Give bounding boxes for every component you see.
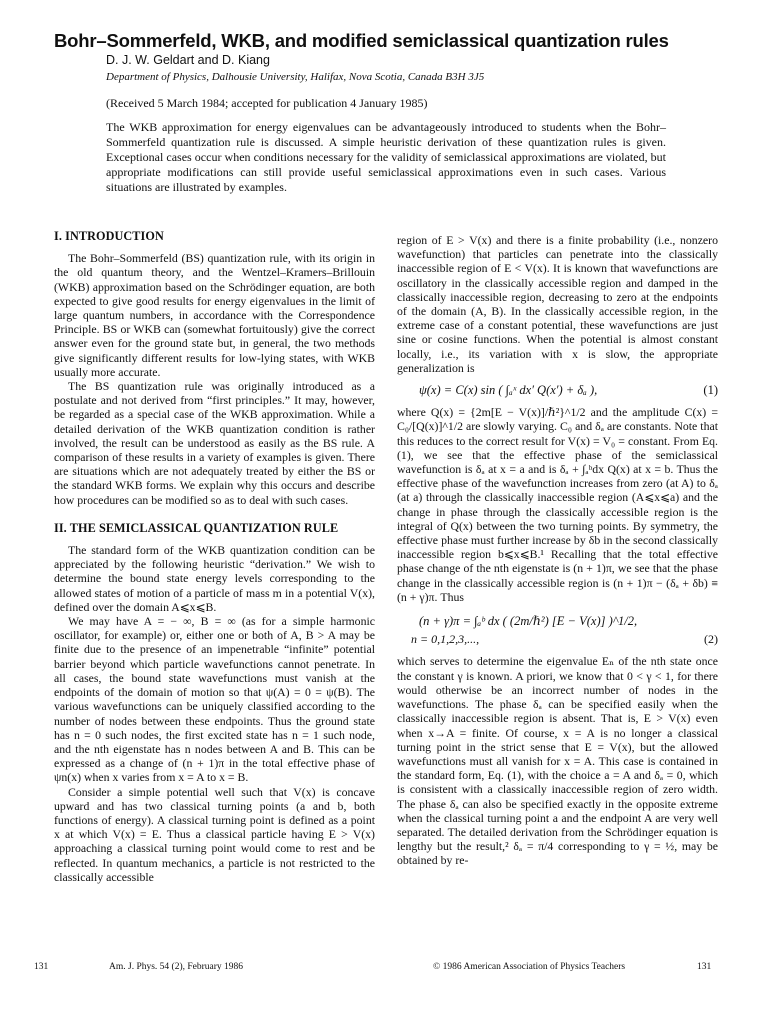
authors: D. J. W. Geldart and D. Kiang xyxy=(106,53,270,67)
paragraph: The Bohr–Sommerfeld (BS) quantization rule, with its origin in the old quantum theory, and the Wentzel–Kramers–Brillouin (WKB) approximation based on the Schrödinger equation, are both expected to give good results for energy eigenvalues in the limit of large quantum numbers, in accordance with the Correspondence Principle. BS or WKB can (somewhat fortuitously) give the correct answer even for the ground state but, in general, the two methods give significantly different results for low-lying states, with WKB usually more accurate. xyxy=(54,251,375,379)
equation-2 xyxy=(397,614,718,628)
paragraph: where Q(x) = {2m[E − V(x)]/ℏ²}^1/2 and the amplitude C(x) = C₀/[Q(x)]^1/2 are slowly varying. C₀ and δₐ are constants. Note that this reduces to the correct result for V(x) = V₀ = constant. From Eq. (1), we see that the effective phase of the semiclassical wavefunction is δₐ at x = a and is δₐ + ∫ₐᵇdx Q(x) at x = b. Thus the effective phase of the wavefunction increases from zero (at A) to δₐ (at a) through the classically inaccessible region (A⩽x⩽a) and the change in phase through the classically accessible region is the integral of Q(x) between the two turning points. By symmetry, the effective phase must further increase by δb in the second classically inaccessible region b⩽x⩽B.¹ Recalling that the total effective phase change of the nth eigenstate is (n + 1)π, we see that the phase change in the classically accessible region is (n + 1)π − (δₐ + δb) ≡ (n + γ)π. Thus xyxy=(397,405,718,604)
section-heading-introduction: I. INTRODUCTION xyxy=(54,229,164,243)
equation-2-range xyxy=(397,632,718,646)
section-heading-semiclassical: II. THE SEMICLASSICAL QUANTIZATION RULE xyxy=(54,520,339,535)
received-dates: (Received 5 March 1984; accepted for publication 4 January 1985) xyxy=(106,96,428,110)
page-number-left: 131 xyxy=(34,962,49,972)
equation-2-range-text: n = 0,1,2,3,..., xyxy=(411,632,480,647)
copyright-notice: © 1986 American Association of Physics Teachers xyxy=(433,962,626,972)
affiliation: Department of Physics, Dalhousie University, Halifax, Nova Scotia, Canada B3H 3J5 xyxy=(106,71,485,83)
paragraph: region of E > V(x) and there is a finite probability (i.e., nonzero wavefunction) that particles can penetrate into the classically inaccessible region of E < V(x). It is known that wavefunctions are oscillatory in the classically accessible region and damped in the classically inaccessible region, decreasing to zero at the endpoints of the domain (A, B). In the classically accessible region, in the extreme case of a constant potential, these wavefunctions are just sine or cosine functions. When the potential is almost constant locally, i.e., its variation with x is slow, the appropriate generalization is xyxy=(397,233,718,375)
equation-2-body: (n + γ)π = ∫ₐᵇ dx ( (2m/ℏ²) [E − V(x)] )^1/2, xyxy=(419,614,638,629)
equation-1 xyxy=(397,383,718,397)
paragraph: We may have A = − ∞, B = ∞ (as for a simple harmonic oscillator, for example) or, either one or both of A, B > A may be finite due to the presence of an impenetrable “infinite” potential barrier beyond which particle wavefunctions cannot penetrate. In all cases, the bound state wavefunctions must vanish at the endpoints of the domain of motion so that ψ(A) = 0 = ψ(B). The various wavefunctions can be uniquely classified according to the number of nodes between these endpoints. Thus the ground state has n = 0 such nodes, the first excited state has n = 1 such node, and the nth eigenstate has n nodes between A and B. This can be expressed as a change of (n + 1)π in the total effective phase of ψn(x) when x varies from x = A to x = B. xyxy=(54,614,375,785)
equation-2-number: (2) xyxy=(704,632,718,647)
abstract: The WKB approximation for energy eigenvalues can be advantageously introduced to students when the Bohr–Sommerfeld quantization rule is discussed. A simple heuristic derivation of these quantization rules is given. Exceptional cases occur when conditions necessary for the validity of semiclassical approximations are violated, but appropriate modifications can still provide useful semiclassical approximations even in such cases. Various situations are illustrated by examples. xyxy=(106,120,666,194)
paragraph: Consider a simple potential well such that V(x) is concave upward and has two classical turning points (a and b, both functions of energy). A classical turning point is defined as a point x at which V(x) = E. Thus a classical particle having E > V(x) approaching a classical turning point would come to rest and be reflected. In quantum mechanics, a particle is not restricted to the classically accessible xyxy=(54,784,375,884)
paragraph: The standard form of the WKB quantization condition can be appreciated by the following heuristic “derivation.” We wish to determine the bound state energy levels corresponding to the allowed states of motion of a particle of mass m in a potential V(x), defined over the domain A⩽x⩽B. xyxy=(54,543,375,614)
page-number-right: 131 xyxy=(697,962,712,972)
equation-1-body: ψ(x) = C(x) sin ( ∫ₐˣ dx′ Q(x′) + δₐ ), xyxy=(419,383,598,398)
left-column xyxy=(54,229,375,884)
page-footer xyxy=(0,962,768,978)
equation-1-number: (1) xyxy=(703,383,718,398)
paragraph: which serves to determine the eigenvalue Eₙ of the nth state once the constant γ is known. A priori, we know that 0 < γ < 1, for there would otherwise be an incorrect number of nodes in the wavefunctions. The phase δₐ can be specified easily when the classically inaccessible region is absent. That is, E > V(x) even when x→A = finite. Of course, x = A is no longer a classical turning point in the strict sense that E = V(x), but the allowed wavefunctions must all vanish for x = A. This case is contained in the standard form, Eq. (1), with the choice a = A and δₐ = 0, which is consistent with a classically inaccessible region of zero width. The phase δₐ can also be specified exactly in the opposite extreme when the classical turning point a and the endpoint A are very well separated. The detailed derivation from the Schrödinger equation is lengthy but the result,² δₐ = π/4 corresponding to γ = ½, may be obtained by re- xyxy=(397,654,718,868)
right-column xyxy=(397,233,718,868)
article-title: Bohr–Sommerfeld, WKB, and modified semiclassical quantization rules xyxy=(54,30,669,51)
paragraph: The BS quantization rule was originally introduced as a postulate and not derived from “first principles.” It may, however, be regarded as a special case of the WKB approximation. While a detailed derivation of the WKB quantization condition is rather involved, the result can be understood as easily as the BS rule. A comparison of these results in a variety of examples is given. There are situations which are not adequately treated by either the BS or the standard WKB forms. We explain why this occurs and describe how procedures can be modified so as to deal with such cases. xyxy=(54,379,375,507)
journal-citation: Am. J. Phys. 54 (2), February 1986 xyxy=(109,962,244,972)
